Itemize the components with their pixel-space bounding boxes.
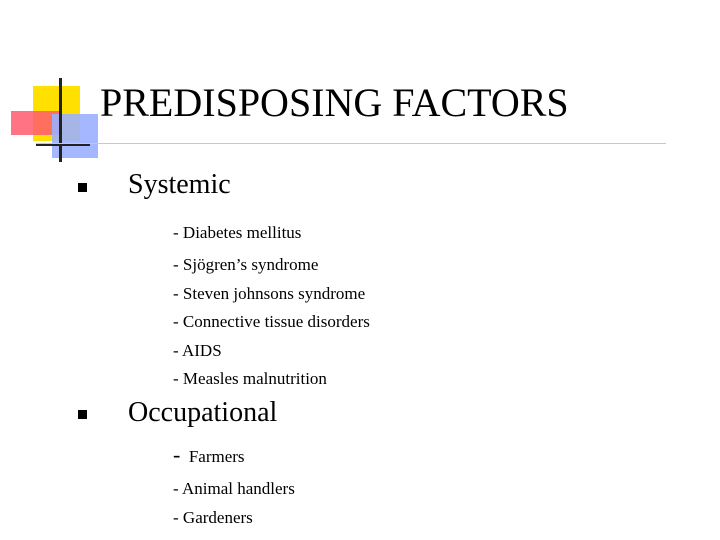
slide-title: PREDISPOSING FACTORS bbox=[100, 80, 569, 125]
list-item-dash: - bbox=[173, 442, 181, 467]
title-ornament-horizontal-line bbox=[36, 144, 90, 146]
square-bullet-icon bbox=[78, 410, 87, 419]
list-item: - Connective tissue disorders bbox=[173, 312, 370, 331]
title-underline-rule bbox=[36, 143, 666, 144]
list-item: - Sjögren’s syndrome bbox=[173, 255, 319, 274]
square-bullet-icon bbox=[78, 183, 87, 192]
list-item-text: Farmers bbox=[188, 447, 245, 466]
list-item: - Steven johnsons syndrome bbox=[173, 284, 366, 303]
list-item: - Measles malnutrition bbox=[173, 369, 327, 388]
list-item bbox=[173, 444, 245, 468]
title-ornament-vertical-line bbox=[59, 78, 62, 162]
section-heading-occupational: Occupational bbox=[128, 397, 278, 428]
list-item: - Diabetes mellitus bbox=[173, 223, 302, 242]
list-item: - AIDS bbox=[173, 341, 222, 360]
section-heading-systemic: Systemic bbox=[128, 169, 231, 200]
list-item: - Animal handlers bbox=[173, 479, 295, 498]
list-item: - Gardeners bbox=[173, 508, 253, 527]
